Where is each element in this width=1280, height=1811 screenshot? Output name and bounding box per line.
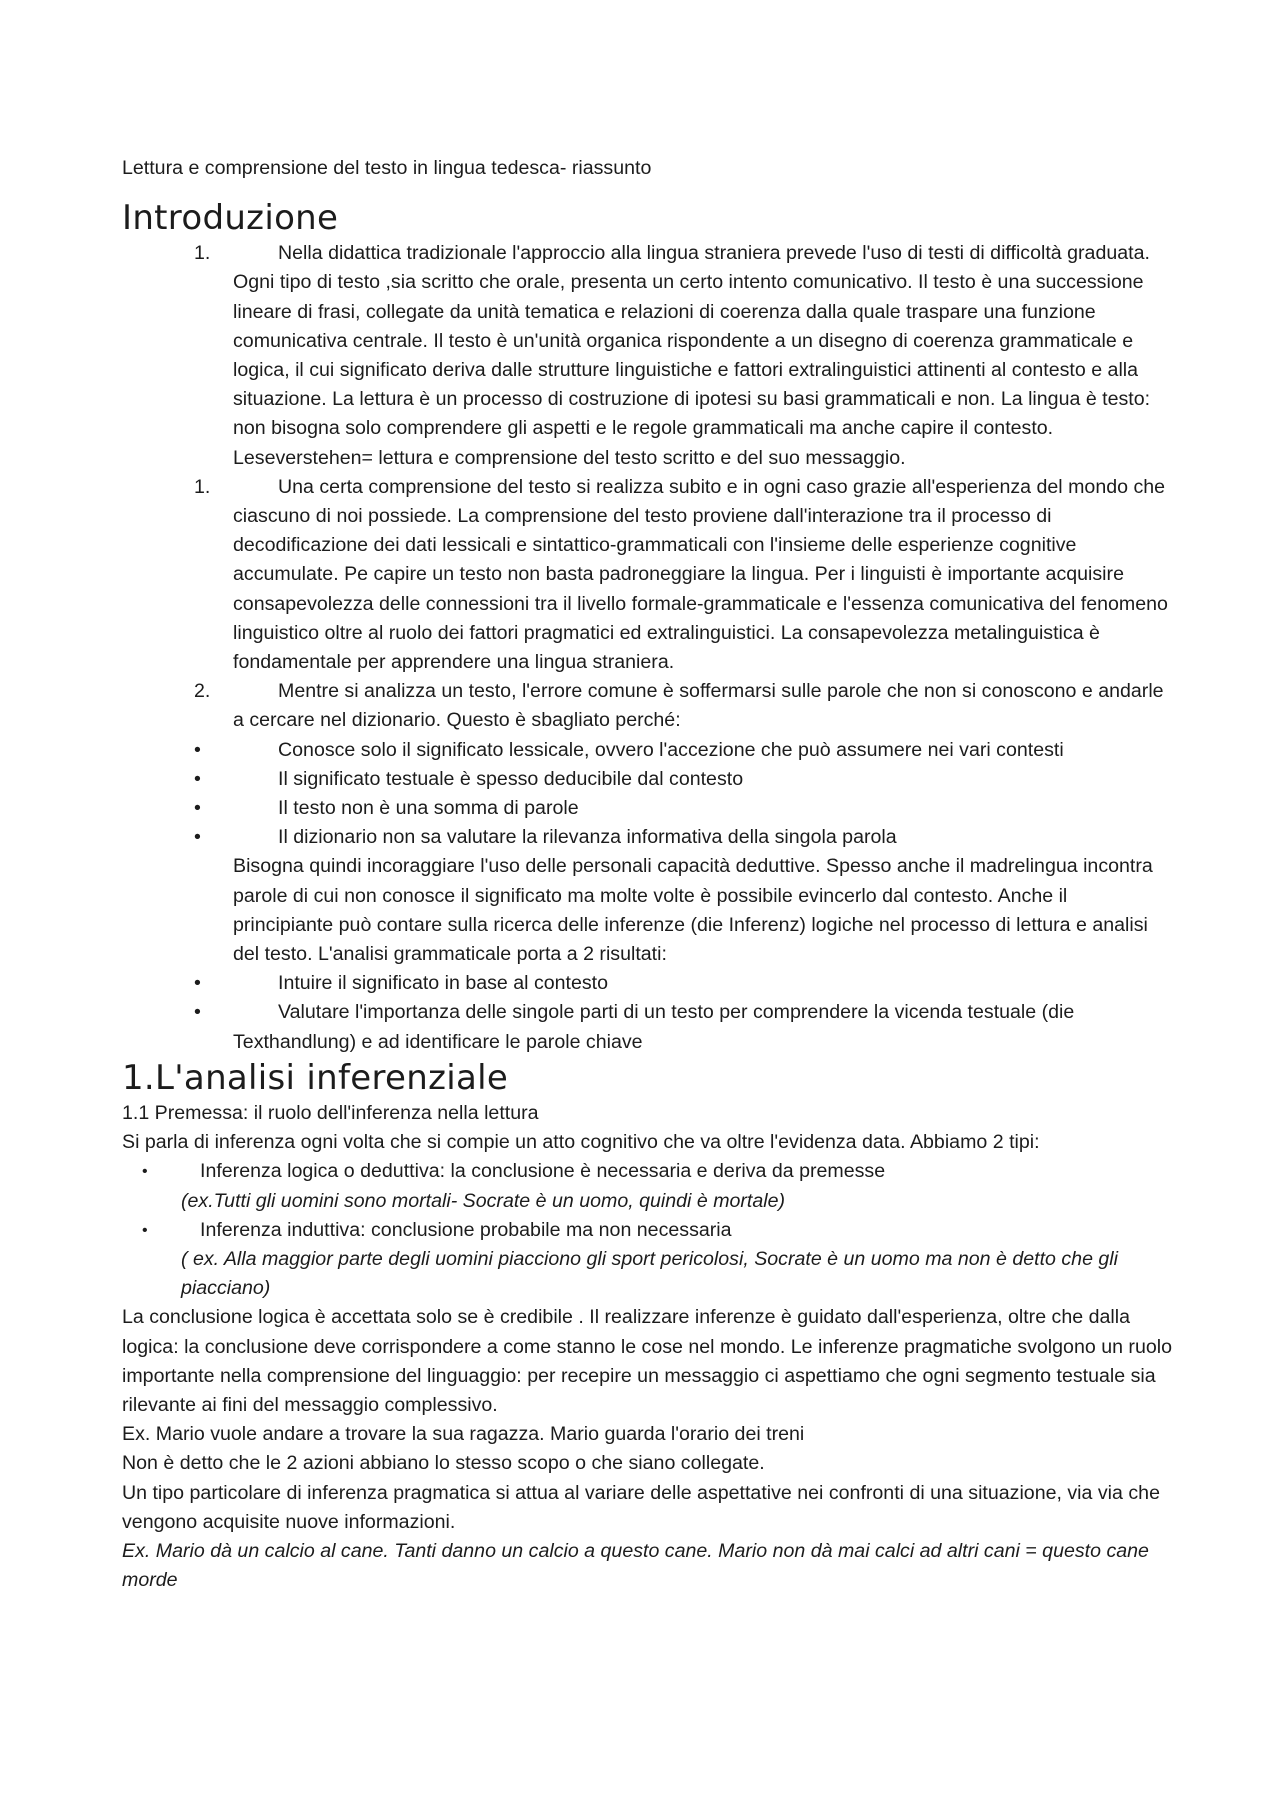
bullet-icon: •: [142, 1221, 148, 1239]
bullet-text: Valutare l'importanza delle singole parti di un testo per comprendere la vicenda testuale (die Texthandlung) e ad identificare le parole chiave: [233, 1001, 1075, 1053]
bullet-text: Conosce solo il significato lessicale, ovvero l'accezione che può assumere nei vari contesti: [278, 738, 1064, 761]
note-mario: Non è detto che le 2 azioni abbiano lo stesso scopo o che siano collegate.: [122, 1452, 765, 1475]
bullet-item: [122, 1216, 1172, 1245]
bullet-icon: •: [194, 797, 201, 820]
bullet-icon: •: [194, 826, 201, 849]
example-text: ( ex. Alla maggior parte degli uomini piacciono gli sport pericolosi, Socrate è un uomo ma non è detto che gli piacciano): [181, 1247, 1119, 1300]
bullet-text: Inferenza induttiva: conclusione probabile ma non necessaria: [200, 1218, 732, 1241]
conclusion-paragraph: La conclusione logica è accettata solo se è credibile . Il realizzare inferenze è guidato dall'esperienza, oltre che dalla logica: la conclusione deve corrispondere a come stanno le cose nel mondo. Le inferenze pragmatiche svolgono un ruolo importante nella comprensione del linguaggio: per recepire un messaggio ci aspettiamo che ogni segmento testuale sia rilevante ai fini del messaggio complessivo.: [122, 1306, 1172, 1416]
bullet-icon: •: [194, 738, 201, 761]
subheading-premessa: 1.1 Premessa: il ruolo dell'inferenza nella lettura: [122, 1101, 539, 1124]
item-number: 1.: [194, 475, 211, 498]
example-dog: Ex. Mario dà un calcio al cane. Tanti danno un calcio a questo cane. Mario non dà mai calci ad altri cani = questo cane morde: [122, 1539, 1149, 1592]
document-title: Lettura e comprensione del testo in lingua tedesca- riassunto: [122, 157, 652, 179]
bullet-text: Il significato testuale è spesso deducibile dal contesto: [278, 767, 744, 790]
bullet-item: [122, 969, 1172, 998]
bullet-icon: •: [194, 767, 201, 790]
bullet-item: [122, 765, 1172, 794]
bullet-icon: •: [142, 1163, 148, 1181]
numbered-item: [122, 473, 1172, 677]
heading-introduzione: Introduzione: [122, 198, 339, 239]
bullet-text: Il testo non è una somma di parole: [278, 797, 579, 820]
bullet-text: Intuire il significato in base al contesto: [278, 972, 609, 995]
document-body: [122, 154, 1172, 1595]
inference-intro: Si parla di inferenza ogni volta che si compie un atto cognitivo che va oltre l'evidenza data. Abbiamo 2 tipi:: [122, 1131, 1040, 1154]
bullet-item: [122, 998, 1172, 1056]
numbered-item: [122, 677, 1172, 735]
bullet-text: Il dizionario non sa valutare la rilevanza informativa della singola parola: [278, 826, 897, 849]
bullet-text: Inferenza logica o deduttiva: la conclusione è necessaria e deriva da premesse: [200, 1160, 886, 1183]
item-text: Mentre si analizza un testo, l'errore comune è soffermarsi sulle parole che non si conoscono e andarle a cercare nel dizionario. Questo è sbagliato perché:: [233, 680, 1164, 732]
item-text: Una certa comprensione del testo si realizza subito e in ogni caso grazie all'esperienza del mondo che ciascuno di noi possiede. La comprensione del testo proviene dall'interazione tra il processo di decodificazione dei dati lessicali e sintattico-grammaticali con l'insieme delle esperienze cognitive accumulate. Pe capire un testo non basta padroneggiare la lingua. Per i linguisti è importante acquisire consapevolezza delle connessioni tra il livello formale-grammaticale e l'essenza comunicativa del fenomeno linguistico oltre al ruolo dei fattori pragmatici ed extralinguistici. La consapevolezza metalinguistica è fondamentale per apprendere una lingua straniera.: [233, 475, 1168, 674]
item-text: Nella didattica tradizionale l'approccio alla lingua straniera prevede l'uso di testi di difficoltà graduata. Ogni tipo di testo ,sia scritto che orale, presenta un certo intento comunicativo. Il testo è una successione lineare di frasi, collegate da unità tematica e relazioni di coerenza dalla quale traspare una funzione comunicativa centrale. Il testo è un'unità organica rispondente a un disegno di coerenza grammaticale e logica, il cui significato deriva dalle strutture linguistiche e fattori extralinguistici attinenti al contesto e alla situazione. La lettura è un processo di costruzione di ipotesi su basi grammaticali e non. La lingua è testo: non bisogna solo comprendere gli aspetti e le regole grammaticali ma anche capire il contesto. Leseverstehen= lettura e comprensione del testo scritto e del suo messaggio.: [233, 242, 1151, 469]
example-mario: Ex. Mario vuole andare a trovare la sua ragazza. Mario guarda l'orario dei treni: [122, 1423, 805, 1446]
bullet-item: [122, 823, 1172, 852]
item-number: 2.: [194, 680, 211, 703]
bullet-item: [122, 736, 1172, 765]
bullet-item: [122, 794, 1172, 823]
pragmatic-paragraph: Un tipo particolare di inferenza pragmatica si attua al variare delle aspettative nei confronti di una situazione, via via che vengono acquisite nuove informazioni.: [122, 1481, 1160, 1533]
deduction-paragraph: Bisogna quindi incoraggiare l'uso delle personali capacità deduttive. Spesso anche il madrelingua incontra parole di cui non conosce il significato ma molte volte è possibile evincerlo dal contesto. Anche il principiante può contare sulla ricerca delle inferenze (die Inferenz) logiche nel processo di lettura e analisi del testo. L'analisi grammaticale porta a 2 risultati:: [233, 855, 1153, 966]
example-text: (ex.Tutti gli uomini sono mortali- Socrate è un uomo, quindi è mortale): [181, 1189, 786, 1212]
numbered-item: [122, 239, 1172, 473]
bullet-icon: •: [194, 1001, 201, 1024]
heading-analisi-inferenziale: 1.L'analisi inferenziale: [122, 1057, 509, 1098]
bullet-item: [122, 1157, 1172, 1186]
item-number: 1.: [194, 242, 211, 265]
bullet-icon: •: [194, 972, 201, 995]
